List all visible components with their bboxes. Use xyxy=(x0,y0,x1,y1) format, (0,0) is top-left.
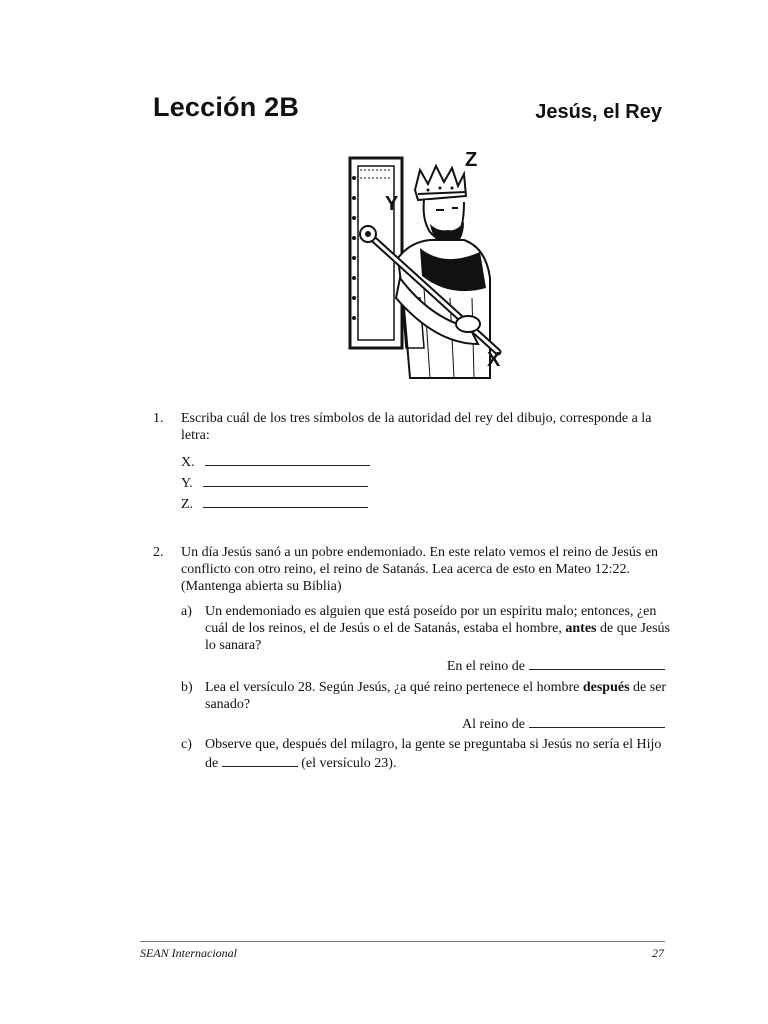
king-illustration xyxy=(340,148,510,393)
sub-text: Observe que, después del milagro, la gente se preguntaba si Jesús no sería el Hijo de (el versículo 23). xyxy=(205,737,662,771)
answer-line-x[interactable] xyxy=(181,452,370,471)
label-y: Y xyxy=(385,193,399,215)
footer-publisher: SEAN Internacional xyxy=(140,946,237,960)
question-number: 2. xyxy=(153,545,164,560)
crown-icon xyxy=(415,166,466,200)
answer-line-z[interactable] xyxy=(181,494,368,513)
question-text: Escriba cuál de los tres símbolos de la autoridad del rey del dibujo, corresponde a la letra: xyxy=(181,411,652,443)
page-subtitle: Jesús, el Rey xyxy=(535,101,662,123)
answer-line-y[interactable] xyxy=(181,473,368,492)
item-label: Z. xyxy=(181,497,194,512)
question-2c xyxy=(181,736,671,770)
blank-line[interactable] xyxy=(529,714,665,728)
blank-line[interactable] xyxy=(222,753,298,767)
label-x: X xyxy=(487,349,501,371)
sub-text: Lea el versículo 28. Según Jesús, ¿a qué reino pertenece el hombre después de ser sanado? xyxy=(205,680,667,712)
sub-letter: a) xyxy=(181,604,192,619)
question-2a xyxy=(181,603,671,655)
answer-label: Al reino de xyxy=(462,717,525,732)
footer-divider xyxy=(140,941,665,942)
king-drawing xyxy=(340,148,510,393)
answer-label: En el reino de xyxy=(446,659,525,674)
sub-letter: c) xyxy=(181,737,192,752)
question-text: Un día Jesús sanó a un pobre endemoniado. En este relato vemos el reino de Jesús en conflicto con otro reino, el reino de Satanás. Lea acerca de esto en Mateo 12:22. (Mantenga abierta su Biblia) xyxy=(181,545,659,594)
question-2b xyxy=(181,679,671,713)
blank-line[interactable] xyxy=(529,656,665,670)
question-1 xyxy=(153,410,673,450)
question-2 xyxy=(153,544,673,596)
sub-letter: b) xyxy=(181,680,193,695)
item-label: Y. xyxy=(181,476,193,491)
page-title: Lección 2B xyxy=(153,92,300,122)
answer-2b[interactable] xyxy=(462,714,665,733)
answer-2a[interactable] xyxy=(447,656,665,675)
blank-line[interactable] xyxy=(203,473,368,487)
item-label: X. xyxy=(181,455,195,470)
blank-line[interactable] xyxy=(205,452,370,466)
sub-text: Un endemoniado es alguien que está poseído por un espíritu malo; entonces, ¿en cuál de los reinos, el de Jesús o el de Satanás, estaba el hombre, antes de que Jesús lo sanara? xyxy=(205,604,671,653)
question-number: 1. xyxy=(153,411,164,426)
label-z: Z xyxy=(465,149,478,171)
page-number: 27 xyxy=(652,946,664,960)
blank-line[interactable] xyxy=(203,494,368,508)
